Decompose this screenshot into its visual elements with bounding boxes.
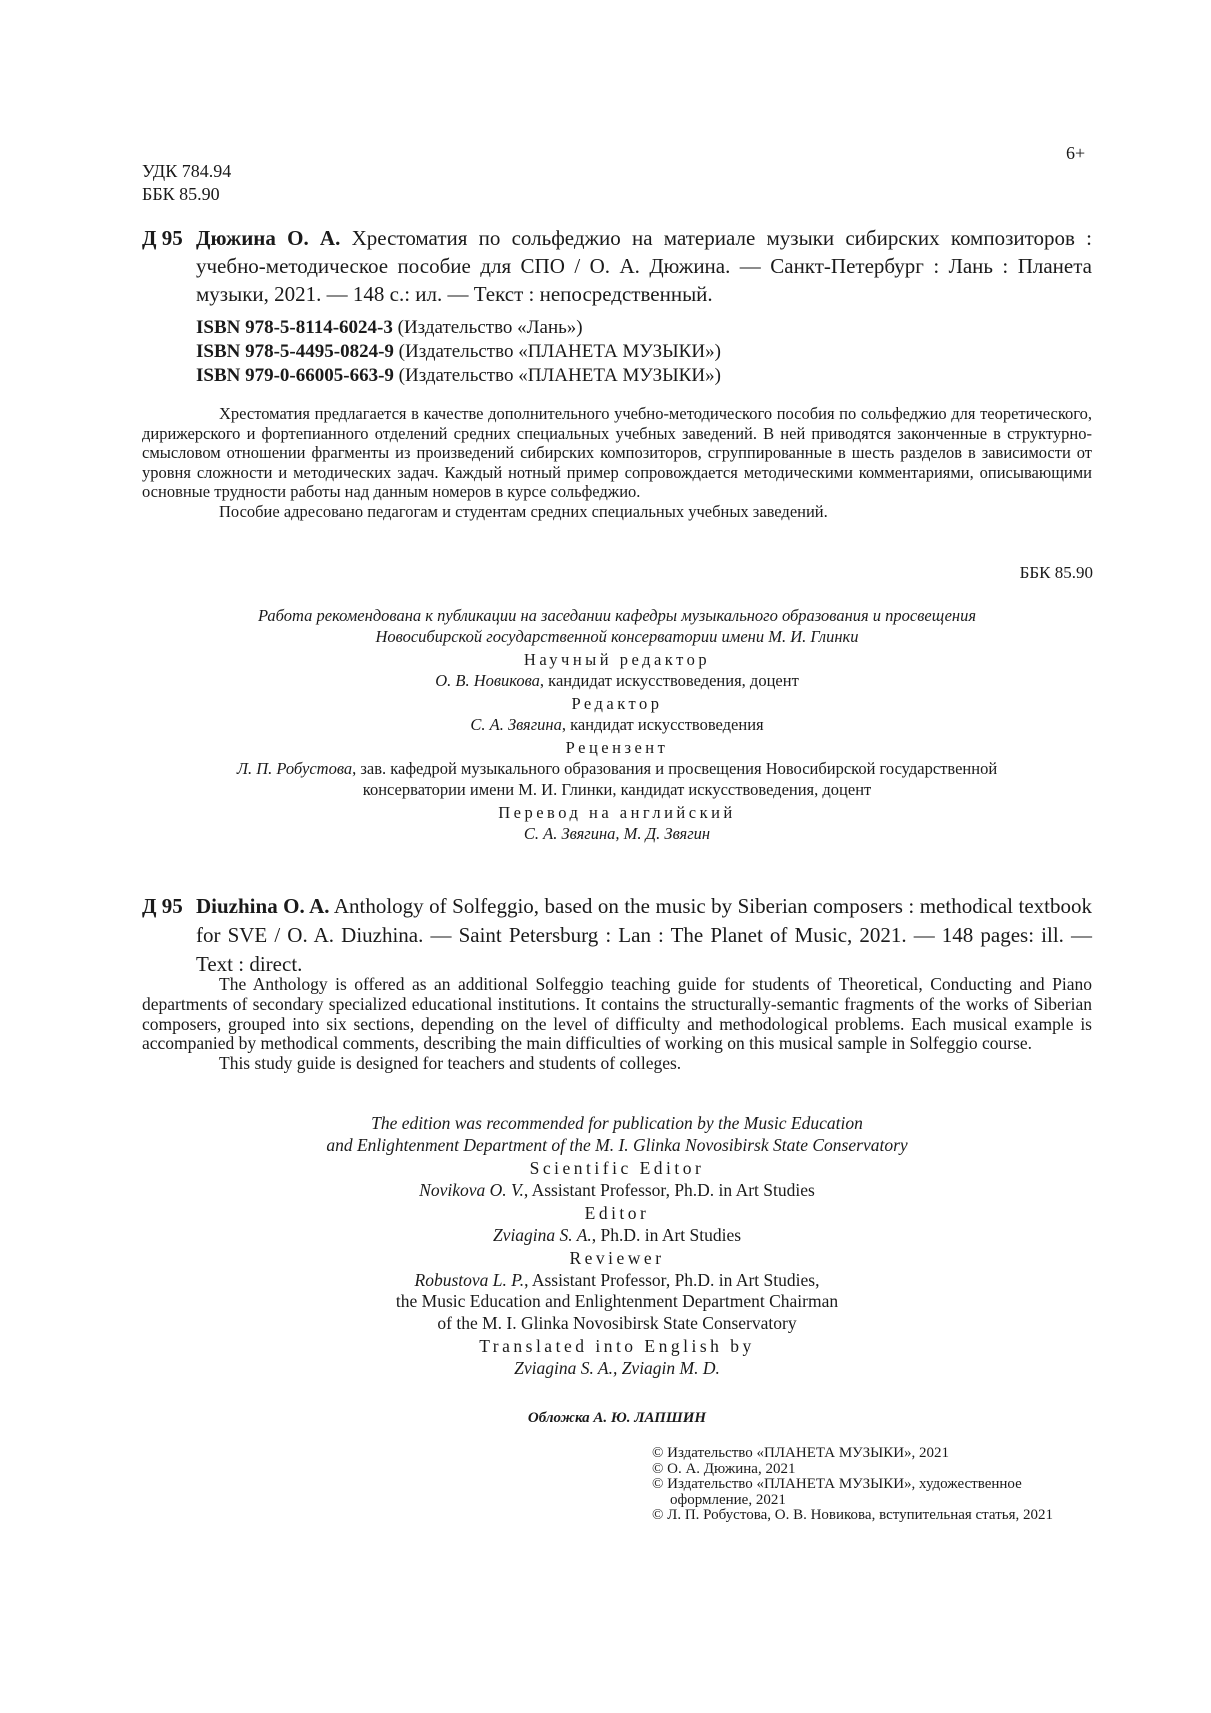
ru-entry-description: Хрестоматия по сольфеджио на материале музыки сибирских композиторов : учебно-методическое пособие для СПО / О. А. Дюжина. — Санкт-Петербург : Лань : Планета музыки, 2021. — 148 с.: ил. — Текст : непосредственный. — [196, 226, 1092, 306]
ru-reviewer-role: , зав. кафедрой музыкального образования и просвещения Новосибирской государственной — [352, 759, 998, 778]
classification-codes — [142, 160, 231, 206]
en-abstract-paragraph: The Anthology is offered as an additional Solfeggio teaching guide for students of Theoretical, Conducting and Piano departments of secondary specialized educational institutions. It contains the structurally-semantic fragments of the works of Siberian composers, grouped into six sections, depending on the level of difficulty and methodological problems. Each musical example is accompanied by methodical comments, describing the main difficulties of working on this musical sample in Solfeggio course. — [142, 974, 1092, 1054]
en-recommendation: and Enlightenment Department of the M. I. Glinka Novosibirsk State Conservatory — [326, 1134, 908, 1155]
en-abstract-paragraph: This study guide is designed for teachers and students of colleges. — [219, 1053, 682, 1074]
ru-sci-editor-role: , кандидат искусствоведения, доцент — [539, 671, 799, 690]
udk-code: УДК 784.94 — [142, 161, 232, 181]
ru-abstract-paragraph: Хрестоматия предлагается в качестве дополнительного учебно-методического пособия по сольфеджио для теоретического, дирижерского и фортепианного отделений средних специальных учебных заведений. В ней приводятся законченные в структурно-смысловом отношении фрагменты из произведений сибирских композиторов, сгруппированные в шесть разделов в зависимости от уровня сложности и методических задач. Каждый нотный пример сопровождается методическими комментариями, описывающими основные трудности работы над данным номеров в курсе сольфеджио. — [142, 404, 1092, 502]
ru-sci-editor-heading: Научный редактор — [523, 650, 711, 669]
ru-entry-code: Д 95 — [142, 226, 183, 250]
ru-bibliographic-entry — [142, 224, 1092, 308]
en-reviewer-role: , Assistant Professor, Ph.D. in Art Studies, — [524, 1269, 820, 1290]
bbk-code-bottom: ББК 85.90 — [1019, 563, 1093, 582]
age-rating: 6+ — [1066, 143, 1086, 163]
ru-translation-heading: Перевод на английский — [498, 803, 736, 822]
en-editor-name: Zviagina S. A. — [492, 1224, 592, 1245]
isbn-publisher: (Издательство «Лань») — [397, 317, 583, 338]
en-bibliographic-entry — [142, 892, 1092, 979]
en-sci-editor-role: , Assistant Professor, Ph.D. in Art Studies — [523, 1179, 815, 1200]
ru-editor-name: С. А. Звягина — [470, 715, 562, 734]
isbn-number: ISBN 978-5-8114-6024-3 — [196, 317, 393, 338]
ru-editor-heading: Редактор — [571, 694, 663, 713]
en-translation-heading: Translated into English by — [479, 1336, 755, 1356]
en-recommendation: The edition was recommended for publication by the Music Education — [371, 1113, 863, 1133]
en-entry-description: Anthology of Solfeggio, based on the music by Siberian composers : methodical textbook for SVE / O. A. Diuzhina. — Saint Petersburg : Lan : The Planet of Music, 2021. — 148 pages: ill. — Text : direct. — [196, 894, 1092, 976]
en-editor-role: , Ph.D. in Art Studies — [591, 1224, 742, 1245]
copyright-line: © Издательство «ПЛАНЕТА МУЗЫКИ», художественное оформление, 2021 — [652, 1476, 1022, 1508]
en-reviewer — [142, 1270, 1092, 1292]
isbn-number: ISBN 979-0-66005-663-9 — [196, 365, 394, 386]
ru-reviewer — [142, 758, 1092, 779]
ru-reviewer-name: Л. П. Робустова — [236, 759, 353, 778]
ru-reviewer-role-cont: консерватории имени М. И. Глинки, кандидат искусствоведения, доцент — [362, 780, 872, 799]
ru-entry-author: Дюжина О. А. — [196, 226, 341, 250]
en-sci-editor-heading: Scientific Editor — [529, 1158, 705, 1178]
ru-abstract-paragraph: Пособие адресовано педагогам и студентам средних специальных учебных заведений. — [219, 501, 828, 521]
en-reviewer-role-cont: the Music Education and Enlightenment Department Chairman — [395, 1291, 839, 1311]
copyright-block — [652, 1446, 1097, 1524]
ru-sci-editor-name: О. В. Новикова — [435, 671, 540, 690]
en-reviewer-name: Robustova L. P. — [414, 1269, 525, 1290]
copyright-line: © Л. П. Робустова, О. В. Новикова, вступительная статья, 2021 — [652, 1507, 1053, 1523]
ru-credits — [142, 605, 1092, 844]
en-reviewer-heading: Reviewer — [569, 1248, 665, 1268]
copyright-line: © Издательство «ПЛАНЕТА МУЗЫКИ», 2021 — [652, 1445, 950, 1461]
bbk-code: ББК 85.90 — [142, 184, 220, 204]
ru-editor-role: , кандидат искусствоведения — [561, 715, 764, 734]
en-entry-code: Д 95 — [142, 894, 183, 918]
ru-translators: С. А. Звягина, М. Д. Звягин — [523, 824, 711, 843]
ru-editor — [142, 714, 1092, 735]
en-editor-heading: Editor — [584, 1203, 650, 1223]
isbn-line — [196, 364, 721, 388]
isbn-number: ISBN 978-5-4495-0824-9 — [196, 341, 394, 362]
isbn-line — [196, 340, 721, 364]
en-abstract — [142, 975, 1092, 1074]
cover-credit: Обложка А. Ю. ЛАПШИН — [527, 1410, 707, 1426]
ru-reviewer-heading: Рецензент — [565, 738, 669, 757]
isbn-line — [196, 316, 721, 340]
isbn-publisher: (Издательство «ПЛАНЕТА МУЗЫКИ») — [398, 341, 721, 362]
ru-entry-text — [196, 224, 1092, 308]
en-editor — [142, 1225, 1092, 1247]
en-entry-text — [196, 892, 1092, 979]
en-sci-editor-name: Novikova O. V. — [419, 1179, 524, 1200]
en-entry-author: Diuzhina O. A. — [196, 894, 330, 918]
en-sci-editor — [142, 1180, 1092, 1202]
en-reviewer-role-cont: of the M. I. Glinka Novosibirsk State Conservatory — [437, 1312, 797, 1333]
en-translators: Zviagina S. A., Zviagin M. D. — [514, 1357, 720, 1378]
ru-sci-editor — [142, 670, 1092, 691]
ru-recommendation: Новосибирской государственной консерватории имени М. И. Глинки — [375, 627, 859, 646]
isbn-list — [196, 316, 721, 388]
ru-abstract — [142, 404, 1092, 522]
ru-recommendation: Работа рекомендована к публикации на заседании кафедры музыкального образования и просвещения — [257, 606, 977, 625]
en-credits — [142, 1113, 1092, 1379]
copyright-line: © О. А. Дюжина, 2021 — [652, 1460, 796, 1477]
isbn-publisher: (Издательство «ПЛАНЕТА МУЗЫКИ») — [398, 365, 721, 386]
